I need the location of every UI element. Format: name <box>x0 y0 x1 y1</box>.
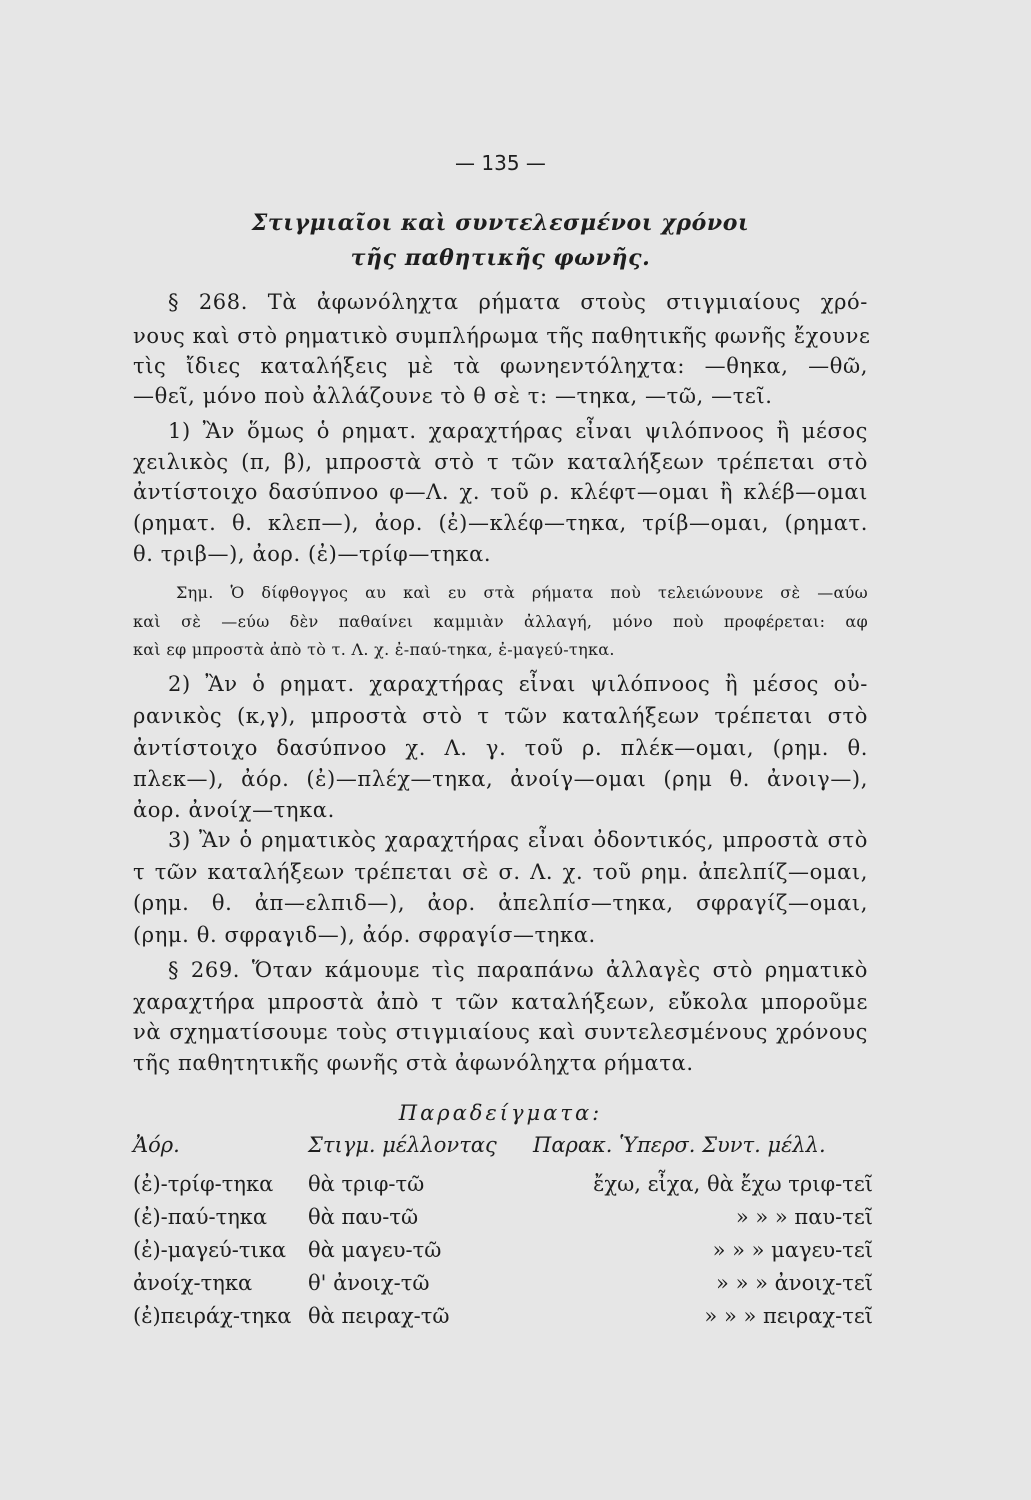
paragraph-line: —θεῖ, μόνο ποὺ ἀλλάζουνε τὸ θ σὲ τ: —τηκα, —τῶ, —τεῖ. <box>133 384 773 408</box>
table-row <box>133 1304 873 1330</box>
paragraph-line: 1) Ἂν ὅμως ὁ ρηματ. χαραχτήρας εἶναι ψιλόπνοος ἢ μέσος <box>168 419 868 443</box>
page-number: — 135 — <box>455 151 546 175</box>
table-cell: » » » ἀνοιχ-τεῖ <box>716 1271 873 1295</box>
paragraph-line: χειλικὸς (π, β), μπροστὰ στὸ τ τῶν καταλήξεων τρέπεται στὸ <box>133 450 868 474</box>
note-line: Σημ. Ὁ δίφθογγος αυ καὶ ευ στὰ ρήματα ποὺ τελειώνουνε σὲ —αύω <box>176 583 868 602</box>
table-cell: θὰ παυ-τῶ <box>308 1205 419 1229</box>
table-row <box>133 1172 873 1198</box>
section-heading-line-2: τῆς παθητικῆς φωνῆς. <box>350 245 651 271</box>
table-cell: ἀνοίχ-τηκα <box>133 1271 253 1295</box>
paragraph-line: πλεκ—), ἀόρ. (ἐ)—πλέχ—τηκα, ἀνοίγ—ομαι (ρημ θ. ἀνοιγ—), <box>133 767 868 791</box>
paragraph-line: 3) Ἂν ὁ ρηματικὸς χαραχτήρας εἶναι ὀδοντικός, μπροστὰ στὸ <box>168 828 868 852</box>
table-cell: ἔχω, εἶχα, θὰ ἔχω τριφ-τεῖ <box>593 1172 873 1196</box>
paragraph-line: τῆς παθητητικῆς φωνῆς στὰ ἀφωνόληχτα ρήματα. <box>133 1051 694 1075</box>
paragraph-line: (ρημ. θ. ἀπ—ελπιδ—), ἀορ. ἀπελπίσ—τηκα, σφραγίζ—ομαι, <box>133 891 868 915</box>
table-header-cell: Στιγμ. μέλλοντας <box>308 1133 497 1157</box>
paragraph-line: τ τῶν καταλήξεων τρέπεται σὲ σ. Λ. χ. τοῦ ρημ. ἀπελπίζ—ομαι, <box>133 860 868 884</box>
table-cell: θ' ἀνοιχ-τῶ <box>308 1271 430 1295</box>
paragraph-line: ἀντίστοιχο δασύπνοο χ. Λ. γ. τοῦ ρ. πλέκ—ομαι, (ρημ. θ. <box>133 736 868 760</box>
paragraph-line: χαραχτήρα μπροστὰ ἀπὸ τ τῶν καταλήξεων, εὔκολα μποροῦμε <box>133 990 868 1014</box>
paragraph-line: ρανικὸς (κ,γ), μπροστὰ στὸ τ τῶν καταλήξεων τρέπεται στὸ <box>133 704 868 728</box>
table-cell: θὰ τριφ-τῶ <box>308 1172 425 1196</box>
table-cell: θὰ πειραχ-τῶ <box>308 1304 450 1328</box>
paragraph-line: ἀντίστοιχο δασύπνοο φ—Λ. χ. τοῦ ρ. κλέφτ—ομαι ἢ κλέβ—ομαι <box>133 480 868 504</box>
table-header-cell: Παρακ. Ὑπερσ. Συντ. μέλλ. <box>533 1133 826 1157</box>
note-line: καὶ εφ μπροστὰ ἀπὸ τὸ τ. Λ. χ. ἐ-παύ-τηκα, ἐ-μαγεύ-τηκα. <box>133 640 615 659</box>
table-cell: (ἐ)-παύ-τηκα <box>133 1205 268 1229</box>
paragraph-line: νὰ σχηματίσουμε τοὺς στιγμιαίους καὶ συντελεσμένους χρόνους <box>133 1020 868 1044</box>
table-cell: » » » μαγευ-τεῖ <box>712 1238 873 1262</box>
paragraph-line: § 269. Ὅταν κάμουμε τὶς παραπάνω ἀλλαγὲς στὸ ρηματικὸ <box>168 958 868 982</box>
paragraph-line: (ρηματ. θ. κλεπ—), ἀορ. (ἐ)—κλέφ—τηκα, τρίβ—ομαι, (ρηματ. <box>133 511 868 535</box>
table-cell: (ἐ)-τρίφ-τηκα <box>133 1172 274 1196</box>
table-header <box>133 1133 873 1159</box>
table-row <box>133 1205 873 1231</box>
paragraph-line: (ρημ. θ. σφραγιδ—), ἀόρ. σφραγίσ—τηκα. <box>133 923 596 947</box>
table-cell: » » » πειραχ-τεῖ <box>704 1304 873 1328</box>
table-row <box>133 1238 873 1264</box>
paragraph-line: τὶς ἴδιες καταλήξεις μὲ τὰ φωνηεντόληχτα: —θηκα, —θῶ, <box>133 354 868 378</box>
table-cell: » » » παυ-τεῖ <box>735 1205 873 1229</box>
table-row <box>133 1271 873 1297</box>
paragraph-line: νους καὶ στὸ ρηματικὸ συμπλήρωμα τῆς παθητικῆς φωνῆς ἔχουνε <box>133 324 871 348</box>
examples-title: Παραδείγματα: <box>398 1101 603 1125</box>
section-heading-line-1: Στιγμιαῖοι καὶ συντελεσμένοι χρόνοι <box>251 210 750 236</box>
table-header-cell: Ἀόρ. <box>133 1133 180 1157</box>
table-cell: (ἐ)πειράχ-τηκα <box>133 1304 292 1328</box>
paragraph-line: 2) Ἂν ὁ ρηματ. χαραχτήρας εἶναι ψιλόπνοος ἢ μέσος οὐ- <box>168 672 868 696</box>
paragraph-line: ἀορ. ἀνοίχ—τηκα. <box>133 798 335 822</box>
table-cell: (ἐ)-μαγεύ-τικα <box>133 1238 287 1262</box>
paragraph-line: θ. τριβ—), ἀορ. (ἐ)—τρίφ—τηκα. <box>133 542 492 566</box>
note-line: καὶ σὲ —εύω δὲν παθαίνει καμμιὰν ἀλλαγή, μόνο ποὺ προφέρεται: αφ <box>133 612 868 631</box>
table-cell: θὰ μαγευ-τῶ <box>308 1238 442 1262</box>
paragraph-line: § 268. Τὰ ἀφωνόληχτα ρήματα στοὺς στιγμιαίους χρό- <box>168 290 868 314</box>
